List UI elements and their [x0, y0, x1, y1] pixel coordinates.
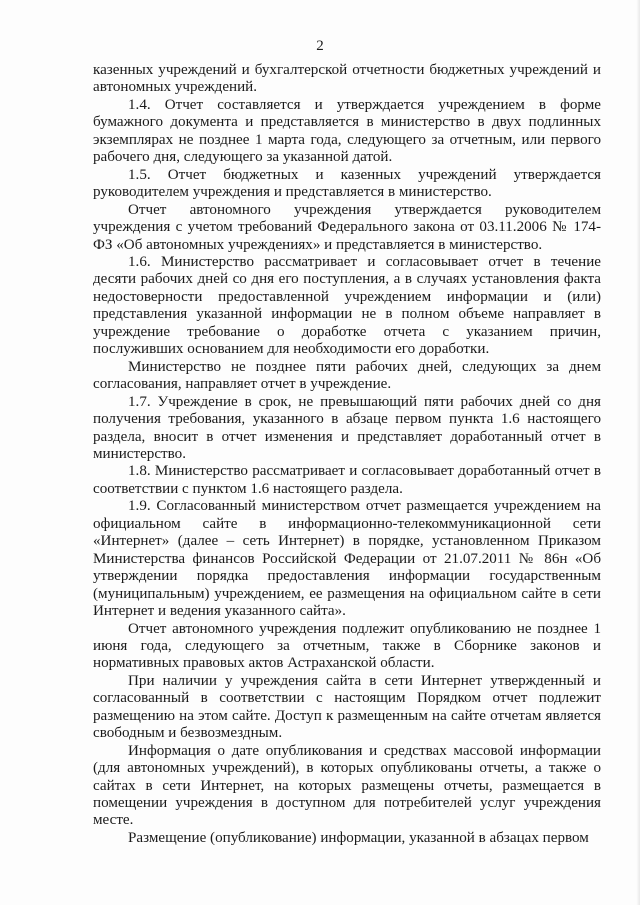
paragraph-autonomous-publication: Отчет автономного учреждения подлежит опубликованию не позднее 1 июня года, следующего за отчетным, также в Сборнике законов и нормативных правовых актов Астраханской области. — [93, 620, 601, 672]
paragraph-1-4: 1.4. Отчет составляется и утверждается учреждением в форме бумажного документа и представляется в министерство в двух подлинных экземплярах не позднее 1 марта года, следующего за отчетным, или первого рабочего дня, следующего за указанной датой. — [93, 96, 601, 166]
scan-edge — [636, 0, 640, 905]
paragraph-website-placement: При наличии у учреждения сайта в сети Интернет утвержденный и согласованный в соответствии с настоящим Порядком отчет подлежит размещению на этом сайте. Доступ к размещенным на сайте отчетам является свободным и безвозмездным. — [93, 672, 601, 742]
paragraph-continuation: казенных учреждений и бухгалтерской отчетности бюджетных учреждений и автономных учреждений. — [93, 62, 601, 96]
paragraph-media-information: Информация о дате опубликования и средствах массовой информации (для автономных учреждений), в которых опубликованы отчеты, а также о сайтах в сети Интернет, на которых размещены отчеты, размещается в помещении учреждения в доступном для потребителей услуг учреждения месте. — [93, 742, 601, 829]
page-number: 2 — [316, 38, 324, 54]
paragraph-1-5: 1.5. Отчет бюджетных и казенных учреждений утверждается руководителем учреждения и представляется в министерство. — [93, 166, 601, 201]
paragraph-1-6: 1.6. Министерство рассматривает и согласовывает отчет в течение десяти рабочих дней со дня его поступления, а в случаях установления факта недостоверности предоставленной учреждением информации и (или) представления указанной информации не в полном объеме направляет в учреждение требование о доработке отчета с указанием причин, послуживших основанием для необходимости его доработки. — [93, 253, 601, 358]
paragraph-ministry-return: Министерство не позднее пяти рабочих дней, следующих за днем согласования, направляет отчет в учреждение. — [93, 358, 601, 393]
document-body — [93, 62, 601, 847]
paragraph-placement-continued: Размещение (опубликование) информации, указанной в абзацах первом — [128, 829, 589, 846]
paragraph-1-8: 1.8. Министерство рассматривает и согласовывает доработанный отчет в соответствии с пунктом 1.6 настоящего раздела. — [93, 463, 601, 497]
paragraph-1-7: 1.7. Учреждение в срок, не превышающий пяти рабочих дней со дня получения требования, указанного в абзаце первом пункта 1.6 настоящего раздела, вносит в отчет изменения и представляет доработанный отчет в министерство. — [93, 393, 601, 462]
paragraph-autonomous-report: Отчет автономного учреждения утверждается руководителем учреждения с учетом требований Федерального закона от 03.11.2006 № 174-ФЗ «Об автономных учреждениях» и представляется в министерство. — [93, 201, 601, 253]
paragraph-1-9: 1.9. Согласованный министерством отчет размещается учреждением на официальном сайте в информационно-телекоммуникационной сети «Интернет» (далее – сеть Интернет) в порядке, установленном Приказом Министерства финансов Российской Федерации от 21.07.2011 № 86н «Об утверждении порядка предоставления информации государственным (муниципальным) учреждением, ее размещения на официальном сайте в сети Интернет и ведения указанного сайта». — [93, 498, 601, 620]
